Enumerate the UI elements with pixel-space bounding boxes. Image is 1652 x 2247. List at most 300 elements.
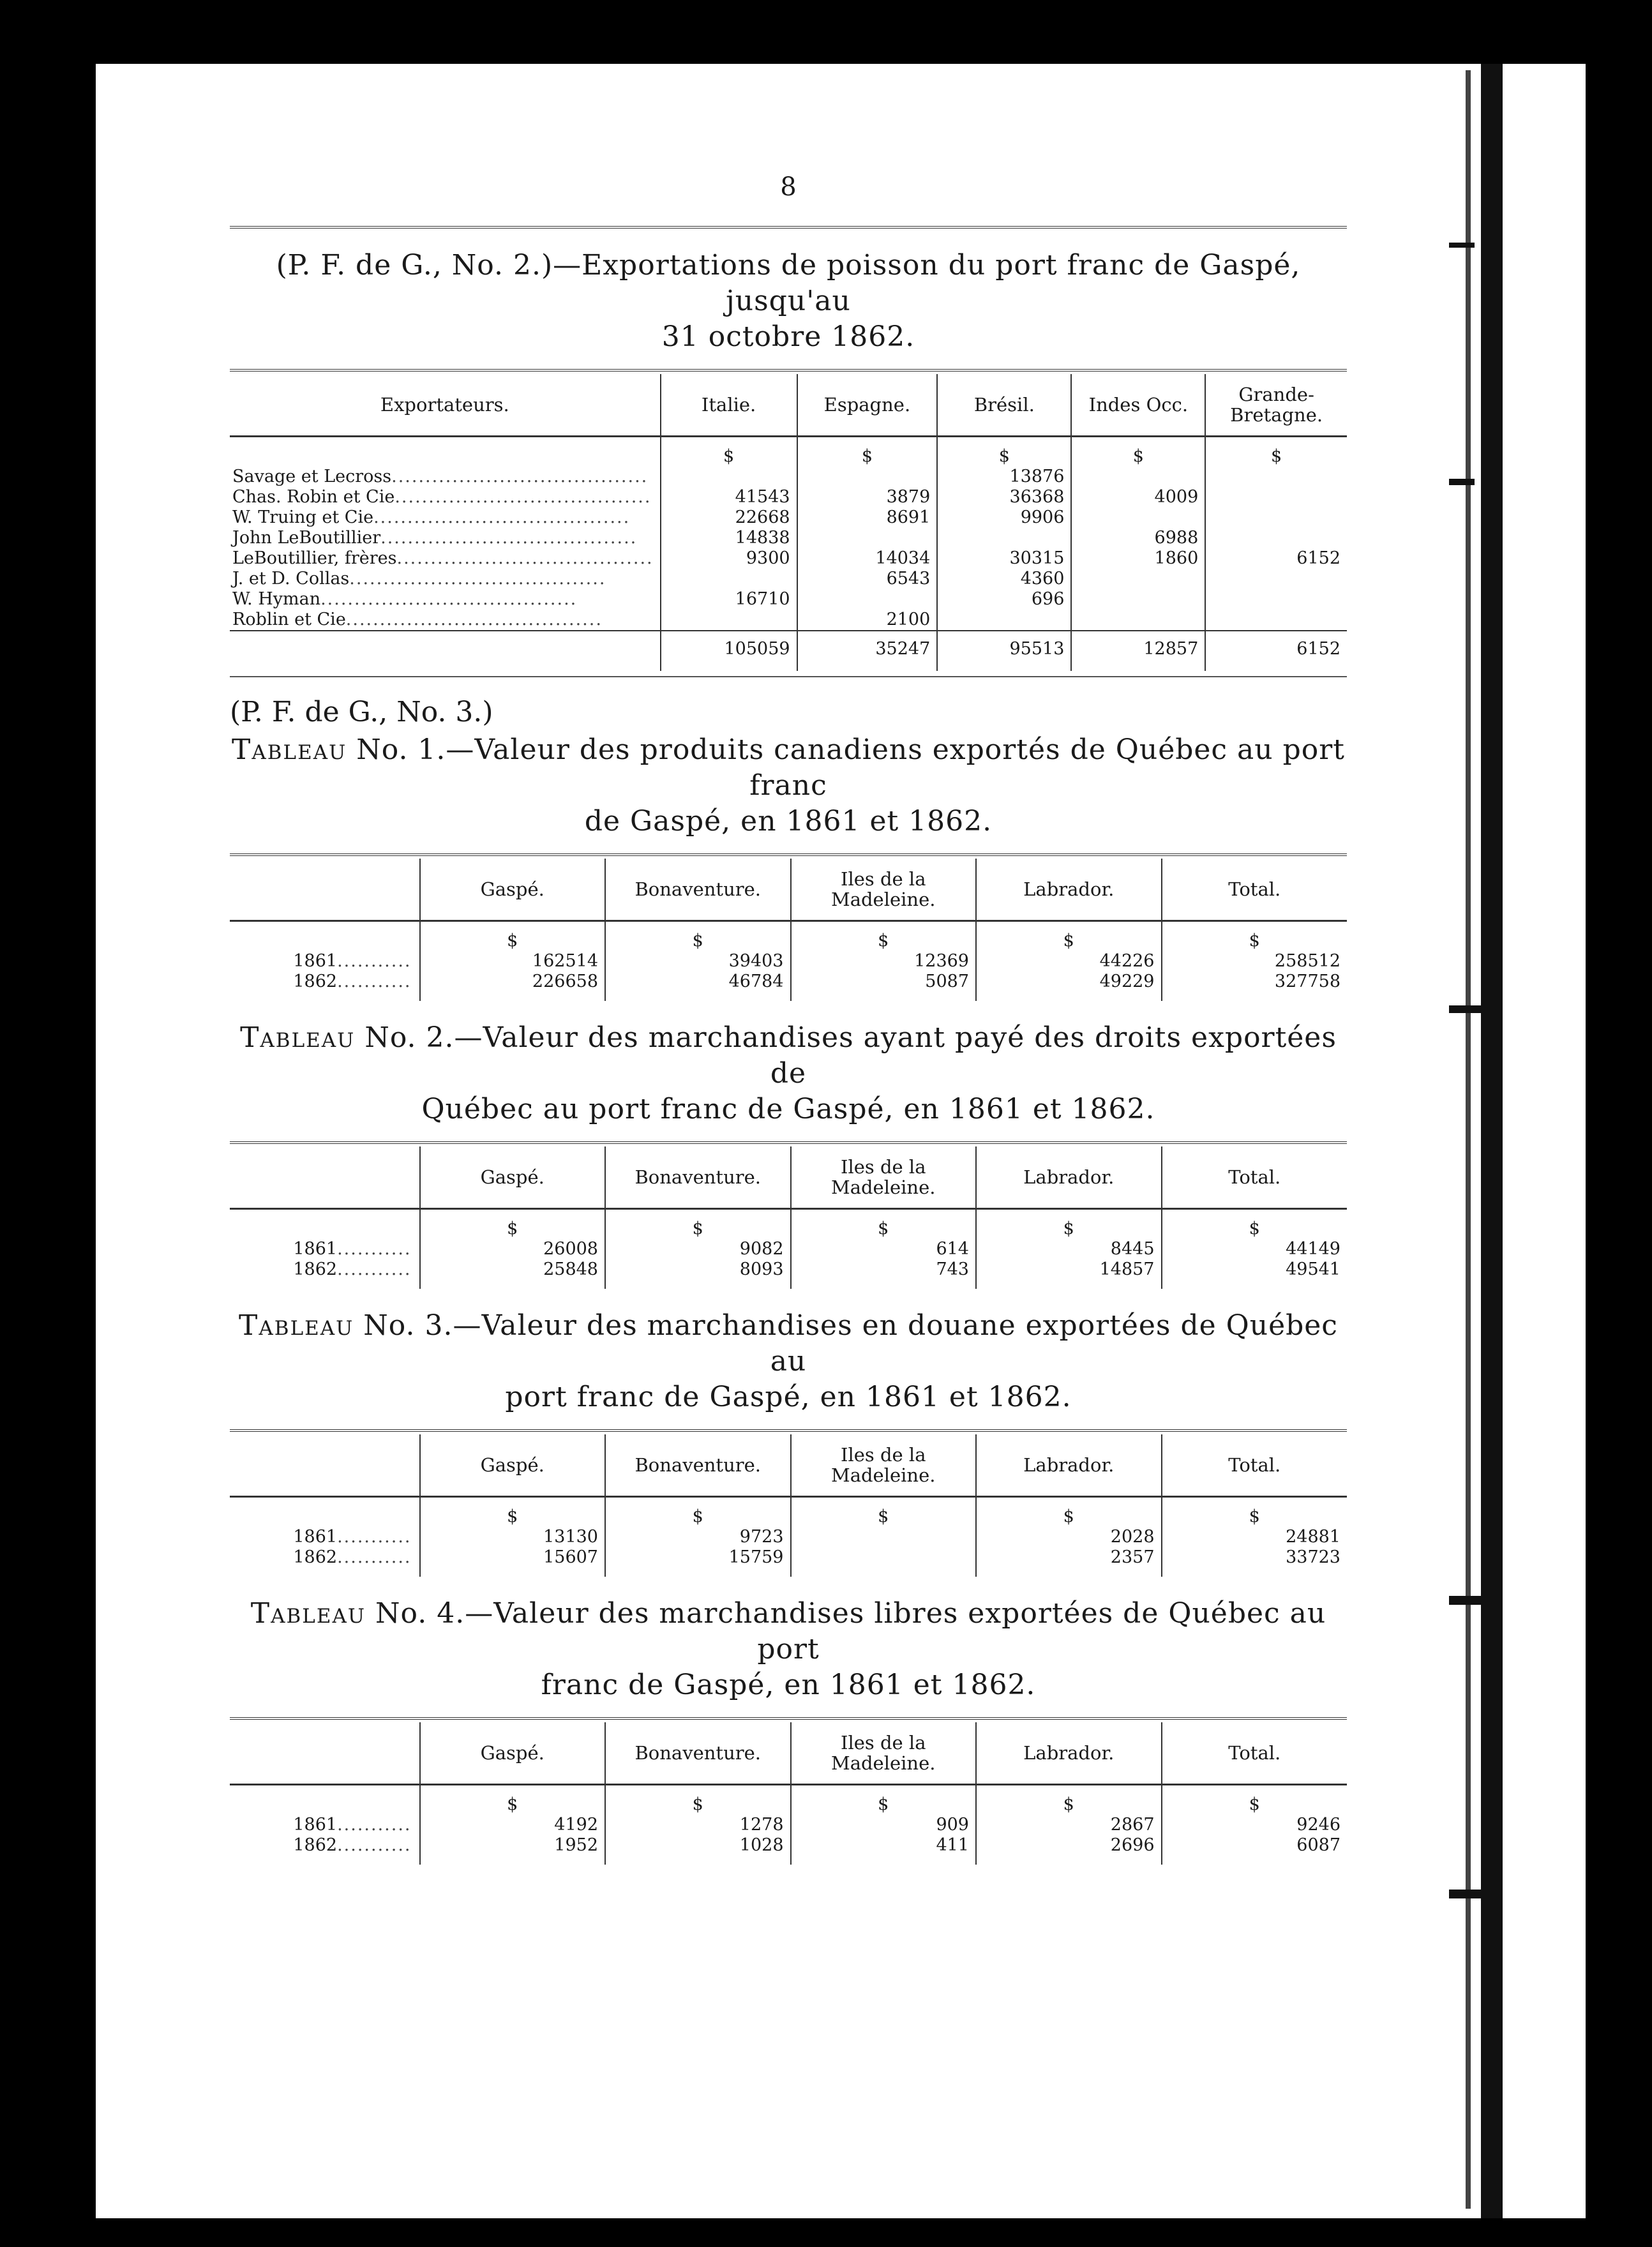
table-cell: 41543 [661,487,797,507]
dollar-sign: $ [1162,1785,1348,1815]
rule [230,853,1347,859]
table-cell [1205,487,1347,507]
table-cell: 2100 [797,610,938,631]
tableau-word: Tableau [239,1309,354,1342]
rule [230,369,1347,374]
spacer-row [230,992,1347,1001]
table-cell: 46784 [605,972,791,992]
table-cell [661,610,797,631]
table-row [230,569,1347,589]
table-cell: 5087 [791,972,977,992]
exporter-name [230,528,661,548]
year-label: 1862 [293,1835,338,1855]
table-cell: 1028 [605,1835,791,1856]
column-header: Labrador. [976,859,1162,921]
table-cell [1205,507,1347,528]
tableau-word: Tableau [240,1021,356,1054]
table-cell: 327758 [1162,972,1348,992]
table-cell: 13876 [937,467,1071,487]
column-header: Bonaventure. [605,1722,791,1785]
table-cell [661,569,797,589]
table-cell: 4009 [1071,487,1205,507]
tableau-title: —Valeur des produits canadiens exportés de Québec au port franc [446,733,1345,802]
spacer-row [230,1280,1347,1289]
spacer-cell [420,1280,606,1289]
tableau-number: No. 4. [375,1597,465,1630]
table-cell: 9300 [661,548,797,569]
year-label: 1862 [293,1259,338,1279]
dollar-sign: $ [976,1209,1162,1240]
table-row [230,610,1347,631]
dollar-row [230,437,1347,467]
tableau-title-line1 [230,1020,1347,1092]
table-cell [1205,528,1347,548]
leader-dots: ........... [337,1815,412,1835]
table-cell: 2867 [976,1815,1162,1835]
spacer-cell [1162,1568,1348,1577]
leader-dots: ........... [337,1239,412,1259]
table-cell: 22668 [661,507,797,528]
year-cell [230,1259,420,1280]
table-cell: 24881 [1162,1527,1348,1547]
table-cell: 33723 [1162,1547,1348,1568]
column-header: Total. [1162,1146,1348,1209]
table-row [230,1259,1347,1280]
page-number: 8 [780,172,797,202]
spacer-cell [791,1568,977,1577]
table-cell: 15607 [420,1547,606,1568]
empty-cell [230,1785,420,1815]
tableau-number: No. 2. [364,1021,454,1054]
total-cell: 12857 [1071,631,1205,671]
table-cell: 13130 [420,1527,606,1547]
table-cell [1205,569,1347,589]
table-cell: 8093 [605,1259,791,1280]
spacer-cell [791,1856,977,1865]
dollar-sign: $ [1162,1209,1348,1240]
tableau-section [230,1020,1347,1289]
table-cell [661,467,797,487]
leader-dots: ........... [337,972,412,991]
spacer-cell [230,1856,420,1865]
leader-dots: ...................................... [349,569,606,589]
dollar-sign: $ [605,1497,791,1528]
column-header: Gaspé. [420,859,606,921]
table-cell: 2357 [976,1547,1162,1568]
tableau-title-line2: port franc de Gaspé, en 1861 et 1862. [505,1381,1072,1413]
tableau-title: —Valeur des marchandises libres exportées de Québec au port [465,1597,1326,1665]
table-cell [1071,589,1205,610]
spacer-cell [1162,992,1348,1001]
table-row [230,951,1347,972]
spacer-cell [605,1568,791,1577]
tableau-caption [230,732,1347,839]
tableau-title: —Valeur des marchandises en douane exportées de Québec au [453,1309,1338,1378]
spacer-cell [1162,1856,1348,1865]
table-cell: 44149 [1162,1239,1348,1259]
table-cell [1071,467,1205,487]
table-cell: 9723 [605,1527,791,1547]
dollar-sign: $ [420,1497,606,1528]
table-cell: 14034 [797,548,938,569]
tableau-caption [230,1020,1347,1127]
table-row [230,1815,1347,1835]
year-cell [230,1835,420,1856]
table-cell: 411 [791,1835,977,1856]
dollar-sign: $ [791,1785,977,1815]
tableau-title-line2: franc de Gaspé, en 1861 et 1862. [541,1669,1036,1701]
spacer-cell [791,992,977,1001]
tableau-word: Tableau [250,1597,366,1630]
leader-dots: ...................................... [391,467,649,486]
dollar-sign: $ [976,1497,1162,1528]
table-cell [797,528,938,548]
table-row [230,507,1347,528]
column-header: Labrador. [976,1146,1162,1209]
table-cell: 4360 [937,569,1071,589]
empty-header [230,1722,420,1785]
exporter-label: W. Hyman [232,589,321,609]
margin-mark [1449,479,1475,485]
exports-caption [230,248,1347,355]
table-cell: 258512 [1162,951,1348,972]
tableau-table [230,1146,1347,1289]
table-cell: 6988 [1071,528,1205,548]
leader-dots: ........... [337,1547,412,1567]
empty-cell [230,1209,420,1240]
dollar-row [230,1497,1347,1528]
exporter-label: Chas. Robin et Cie [232,487,395,507]
year-label: 1861 [293,951,338,971]
column-header: Iles de la Madeleine. [791,859,977,921]
dollar-sign: $ [420,1209,606,1240]
exporter-name [230,467,661,487]
column-header: Exportateurs. [230,374,661,437]
column-header: Gaspé. [420,1722,606,1785]
table-cell: 2028 [976,1527,1162,1547]
table-cell: 9082 [605,1239,791,1259]
table-cell: 6087 [1162,1835,1348,1856]
table-cell: 14857 [976,1259,1162,1280]
tableau-section [230,732,1347,1001]
tableau-caption [230,1308,1347,1415]
year-label: 1861 [293,1815,338,1835]
dollar-sign: $ [1071,437,1205,467]
column-header: Iles de la Madeleine. [791,1146,977,1209]
empty-cell [230,1497,420,1528]
spacer-cell [420,992,606,1001]
table-row [230,589,1347,610]
year-cell [230,1815,420,1835]
table-cell: 26008 [420,1239,606,1259]
year-cell [230,1547,420,1568]
tableau-section [230,1596,1347,1865]
dollar-sign: $ [605,921,791,952]
tableaux-container [230,732,1347,1865]
tableau-title-line1 [230,1596,1347,1667]
tableau-table [230,1434,1347,1577]
table-cell: 14838 [661,528,797,548]
spacer-cell [976,992,1162,1001]
tableau-title: —Valeur des marchandises ayant payé des droits exportées de [454,1021,1337,1090]
rule [230,676,1347,677]
spacer-cell [976,1856,1162,1865]
leader-dots: ...................................... [380,528,638,548]
spacer-cell [230,1280,420,1289]
table-cell: 39403 [605,951,791,972]
tableau-caption [230,1596,1347,1703]
table-cell [797,589,938,610]
spacer-cell [1162,1280,1348,1289]
dollar-sign: $ [1162,921,1348,952]
spacer-cell [791,1280,977,1289]
exporter-label: John LeBoutillier [232,528,381,548]
table-row [230,1547,1347,1568]
table-cell: 696 [937,589,1071,610]
dollar-sign: $ [1205,437,1347,467]
exporter-name [230,507,661,528]
table-cell [1205,610,1347,631]
spacer-row [230,1568,1347,1577]
empty-cell [230,921,420,952]
tableau-title-line2: Québec au port franc de Gaspé, en 1861 et 1862. [421,1093,1155,1125]
tableau-reference: (P. F. de G., No. 3.) [230,696,493,728]
table-cell [1205,589,1347,610]
table-row [230,1239,1347,1259]
dollar-sign: $ [420,921,606,952]
empty-cell [230,437,661,467]
leader-dots: ...................................... [396,548,654,568]
total-cell: 6152 [1205,631,1347,671]
margin-mark [1449,1890,1494,1898]
total-cell: 105059 [661,631,797,671]
table-cell: 12369 [791,951,977,972]
spacer-cell [976,1280,1162,1289]
column-header: Espagne. [797,374,938,437]
table-cell: 743 [791,1259,977,1280]
table-cell: 162514 [420,951,606,972]
table-header-row [230,374,1347,437]
dollar-sign: $ [791,1497,977,1528]
table-cell: 49229 [976,972,1162,992]
table-cell [937,610,1071,631]
spacer-cell [420,1568,606,1577]
table-cell: 16710 [661,589,797,610]
dollar-sign: $ [976,921,1162,952]
leader-dots: ...................................... [373,507,631,527]
exporter-label: Roblin et Cie [232,610,346,629]
table-cell: 6543 [797,569,938,589]
margin-mark [1449,243,1475,248]
leader-dots: ........... [337,1835,412,1855]
year-label: 1861 [293,1239,338,1259]
column-header: Total. [1162,859,1348,921]
table-cell [797,467,938,487]
table-header-row [230,859,1347,921]
document-content [230,172,1347,1874]
dollar-sign: $ [420,1785,606,1815]
year-cell [230,1527,420,1547]
exporter-name [230,548,661,569]
exporter-label: W. Truing et Cie [232,507,374,527]
column-header: Gaspé. [420,1434,606,1497]
column-header: Labrador. [976,1434,1162,1497]
table-cell [791,1527,977,1547]
table-row [230,487,1347,507]
exporter-name [230,487,661,507]
dollar-sign: $ [937,437,1071,467]
year-label: 1861 [293,1527,338,1547]
spacer-cell [976,1568,1162,1577]
column-header: Indes Occ. [1071,374,1205,437]
tableau-title-line1 [230,1308,1347,1379]
table-cell: 1952 [420,1835,606,1856]
table-header-row [230,1146,1347,1209]
dollar-row [230,921,1347,952]
exporter-label: LeBoutillier, frères [232,548,397,568]
exporter-name [230,569,661,589]
table-row [230,1835,1347,1856]
dollar-sign: $ [976,1785,1162,1815]
table-row [230,972,1347,992]
facing-page-edge [1503,64,1586,2218]
leader-dots: ........... [337,1259,412,1279]
tableau-title-line2: de Gaspé, en 1861 et 1862. [584,805,993,838]
tableau-title-line1 [230,732,1347,804]
total-cell: 95513 [937,631,1071,671]
exports-caption-line2: 31 octobre 1862. [661,320,915,353]
year-label: 1862 [293,1547,338,1567]
rule [230,1429,1347,1434]
margin-mark [1449,1005,1487,1013]
table-cell [791,1547,977,1568]
spacer-cell [420,1856,606,1865]
empty-header [230,1434,420,1497]
empty-cell [230,631,661,671]
rule [230,1141,1347,1146]
column-header: Total. [1162,1434,1348,1497]
year-label: 1862 [293,972,338,991]
table-header-row [230,1434,1347,1497]
leader-dots: ........... [337,1527,412,1547]
table-cell [937,528,1071,548]
empty-header [230,1146,420,1209]
column-header: Brésil. [937,374,1071,437]
spacer-cell [230,992,420,1001]
table-cell: 25848 [420,1259,606,1280]
exporter-label: J. et D. Collas [232,569,350,589]
table-cell: 909 [791,1815,977,1835]
column-header: Gaspé. [420,1146,606,1209]
dollar-row [230,1209,1347,1240]
table-cell: 1278 [605,1815,791,1835]
table-row [230,467,1347,487]
total-cell: 35247 [797,631,938,671]
leader-dots: ...................................... [345,610,603,629]
table-cell: 1860 [1071,548,1205,569]
spacer-cell [605,1280,791,1289]
tableau-number: No. 3. [363,1309,453,1342]
table-cell: 2696 [976,1835,1162,1856]
table-row [230,528,1347,548]
dollar-sign: $ [791,1209,977,1240]
spacer-row [230,1856,1347,1865]
table-cell [1205,467,1347,487]
dollar-sign: $ [605,1209,791,1240]
table-cell: 226658 [420,972,606,992]
table-cell: 15759 [605,1547,791,1568]
margin-mark [1449,1596,1494,1605]
table-cell [1071,569,1205,589]
tableau-table [230,859,1347,1001]
totals-row [230,631,1347,671]
empty-header [230,859,420,921]
table-cell [1071,507,1205,528]
table-cell: 9906 [937,507,1071,528]
tableau-word: Tableau [231,733,347,766]
leader-dots: ........... [337,951,412,971]
column-header: Labrador. [976,1722,1162,1785]
table-row [230,1527,1347,1547]
dollar-sign: $ [797,437,938,467]
spacer-cell [230,1568,420,1577]
tableau-section [230,1308,1347,1577]
year-cell [230,1239,420,1259]
table-cell: 3879 [797,487,938,507]
dollar-sign: $ [1162,1497,1348,1528]
table-header-row [230,1722,1347,1785]
exporter-label: Savage et Lecross [232,467,392,486]
spacer-cell [605,992,791,1001]
column-header: Iles de la Madeleine. [791,1722,977,1785]
spacer-cell [605,1856,791,1865]
leader-dots: ...................................... [394,487,652,507]
exports-caption-line1: (P. F. de G., No. 2.)—Exportations de poisson du port franc de Gaspé, jusqu'au [276,249,1301,317]
table-cell: 49541 [1162,1259,1348,1280]
table-cell: 8691 [797,507,938,528]
dollar-sign: $ [661,437,797,467]
column-header: Iles de la Madeleine. [791,1434,977,1497]
leader-dots: ...................................... [320,589,578,609]
table-cell: 6152 [1205,548,1347,569]
exporter-name [230,589,661,610]
table-cell: 30315 [937,548,1071,569]
tableau-table [230,1722,1347,1865]
table-cell [1071,610,1205,631]
dollar-sign: $ [605,1785,791,1815]
exporter-name [230,610,661,631]
dollar-sign: $ [791,921,977,952]
dollar-row [230,1785,1347,1815]
column-header: Grande-Bretagne. [1205,374,1347,437]
table-cell: 9246 [1162,1815,1348,1835]
page-fold-line [1466,70,1471,2209]
tableau-number: No. 1. [356,733,446,766]
column-header: Bonaventure. [605,859,791,921]
year-cell [230,972,420,992]
column-header: Total. [1162,1722,1348,1785]
column-header: Bonaventure. [605,1434,791,1497]
exports-table [230,374,1347,671]
table-cell: 8445 [976,1239,1162,1259]
table-cell: 44226 [976,951,1162,972]
rule [230,1717,1347,1722]
rule [230,226,1347,231]
column-header: Italie. [661,374,797,437]
table-row [230,548,1347,569]
column-header: Bonaventure. [605,1146,791,1209]
table-cell: 36368 [937,487,1071,507]
